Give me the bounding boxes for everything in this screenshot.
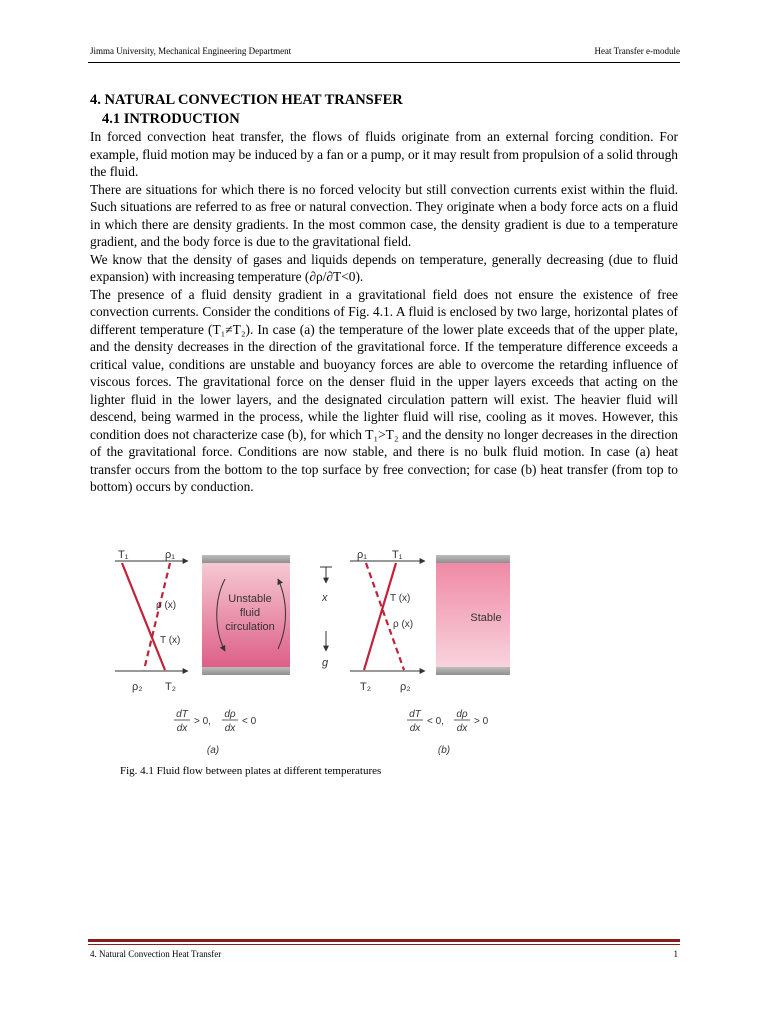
case-a-diagram xyxy=(115,549,290,693)
body-text xyxy=(90,128,678,496)
label-tx-b: T (x) xyxy=(390,593,411,604)
cond-a-rel2: < 0 xyxy=(242,716,257,727)
label-rhox-b: ρ (x) xyxy=(393,619,414,630)
footer-chapter: 4. Natural Convection Heat Transfer xyxy=(90,949,222,959)
fluid-label-a-line3: circulation xyxy=(225,621,275,633)
label-t1-a: T₁ xyxy=(118,549,129,561)
temperature-profile-a xyxy=(122,563,165,670)
fluid-label-a-line1: Unstable xyxy=(228,593,272,605)
condition-b xyxy=(407,709,489,756)
label-rhox-a: ρ (x) xyxy=(156,600,177,611)
axis-indicators xyxy=(320,567,332,669)
condition-a xyxy=(174,709,257,756)
label-tx-a: T (x) xyxy=(160,635,181,646)
upper-plate-b xyxy=(436,555,510,563)
figure-4-1 xyxy=(110,545,510,760)
cond-b-drho: dρ xyxy=(456,709,468,720)
density-profile-a xyxy=(144,563,170,670)
cond-b-dx: dx xyxy=(409,723,421,734)
header-module: Heat Transfer e-module xyxy=(594,46,680,56)
upper-plate-a xyxy=(202,555,290,563)
section-title: 4.1 INTRODUCTION xyxy=(102,111,240,127)
chapter-title: 4. NATURAL CONVECTION HEAT TRANSFER xyxy=(90,92,403,108)
footer-rule-thick xyxy=(88,939,680,942)
label-rho2-a: ρ₂ xyxy=(132,681,143,693)
header-institution: Jimma University, Mechanical Engineering Department xyxy=(90,46,292,56)
lower-plate-a xyxy=(202,667,290,675)
cond-a-dx2: dx xyxy=(224,723,236,734)
cond-b-dx2: dx xyxy=(456,723,468,734)
axis-x-label: x xyxy=(322,592,328,604)
page-footer xyxy=(90,949,680,963)
label-rho1-a: ρ₁ xyxy=(165,549,175,561)
paragraph: In forced convection heat transfer, the flows of fluids originate from an external forcing condition. For example, fluid motion may be induced by a fan or a pump, or it may result from propulsion of a solid through the fluid. xyxy=(90,129,678,179)
case-b-diagram xyxy=(350,549,510,693)
temperature-profile-b xyxy=(364,563,396,670)
lower-plate-b xyxy=(436,667,510,675)
label-rho2-b: ρ₂ xyxy=(400,681,411,693)
fluid-label-a-line2: fluid xyxy=(239,607,261,619)
cond-b-rel2: > 0 xyxy=(474,716,489,727)
cond-a-rel1: > 0, xyxy=(194,716,211,727)
case-a-label: (a) xyxy=(206,745,220,756)
cond-b-rel1: < 0, xyxy=(427,716,444,727)
page-number: 1 xyxy=(673,949,678,959)
label-rho1-b: ρ₁ xyxy=(357,549,367,561)
page-header xyxy=(90,46,680,60)
case-b-label: (b) xyxy=(437,745,451,756)
density-profile-b xyxy=(366,563,404,670)
cond-b-dT: dT xyxy=(409,709,421,720)
cond-a-drho: dρ xyxy=(224,709,236,720)
header-rule xyxy=(88,62,680,63)
cond-a-dT: dT xyxy=(176,709,188,720)
paragraph: The presence of a fluid density gradient in a gravitational field does not ensure the existence of free convection currents. Consider the conditions of Fig. 4.1. A fluid is enclosed by two large, horizontal plates of different temperature (T₁≠T₂). In case (a) the temperature of the lower plate exceeds that of the upper plate, and the density decreases in the direction of the gravitational force. If the temperature difference exceeds a critical value, conditions are unstable and buoyancy forces are able to overcome the retarding influence of viscous forces. The gravitational force on the denser fluid in the upper layers exceeds that acting on the lighter fluid in the lower layers, and the designated circulation pattern will exist. The heavier fluid will descend, being warmed in the process, while the lighter fluid will rise, cooling as it moves. However, this condition does not characterize case (b), for which T₁>T₂ and the density no longer decreases in the direction of the gravitational force. Conditions are now stable, and there is no bulk fluid motion. In case (a) heat transfer occurs from the bottom to the top surface by free convection; for case (b) heat transfer (from top to bottom) occurs by conduction. xyxy=(90,286,678,494)
axis-g-label: g xyxy=(322,657,329,669)
figure-caption: Fig. 4.1 Fluid flow between plates at different temperatures xyxy=(120,765,382,777)
label-t1-b: T₁ xyxy=(392,549,403,561)
paragraph: We know that the density of gases and liquids depends on temperature, generally decreasing (due to fluid expansion) with increasing temperature (∂ρ/∂T<0). xyxy=(90,251,678,284)
cond-a-dx: dx xyxy=(176,723,188,734)
footer-rule-thin xyxy=(88,944,680,945)
fluid-label-b: Stable xyxy=(470,612,502,624)
paragraph: There are situations for which there is no forced velocity but still convection currents exist within the fluid. Such situations are referred to as free or natural convection. They originate when a body force acts on a fluid in which there are density gradients. In the most common case, the density gradient is due to a temperature gradient, and the body force is due to the gravitational field. xyxy=(90,181,678,249)
label-t2-a: T₂ xyxy=(165,681,176,693)
label-t2-b: T₂ xyxy=(360,681,371,693)
